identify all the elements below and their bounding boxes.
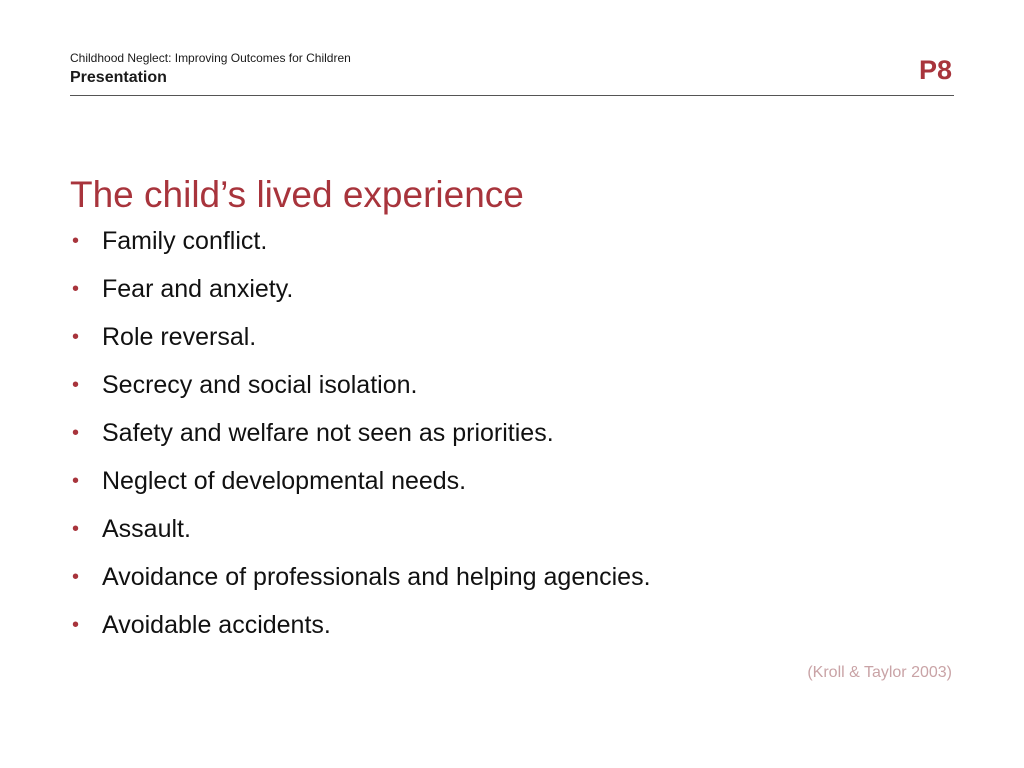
bullet-item bbox=[70, 275, 651, 323]
bullet-list bbox=[70, 227, 651, 659]
page-number: P8 bbox=[918, 55, 952, 85]
bullet-item bbox=[70, 611, 651, 659]
citation: (Kroll & Taylor 2003) bbox=[807, 664, 952, 681]
header-subtitle: Childhood Neglect: Improving Outcomes for Children bbox=[70, 51, 351, 65]
bullet-text: Neglect of developmental needs. bbox=[102, 467, 467, 495]
bullet-dot-icon: • bbox=[72, 518, 80, 540]
bullet-item bbox=[70, 467, 651, 515]
bullet-dot-icon: • bbox=[72, 278, 80, 300]
bullet-item bbox=[70, 515, 651, 563]
bullet-text: Fear and anxiety. bbox=[102, 275, 294, 303]
bullet-item bbox=[70, 227, 651, 275]
bullet-dot-icon: • bbox=[72, 374, 80, 396]
bullet-text: Avoidance of professionals and helping agencies. bbox=[102, 563, 651, 591]
bullet-text: Avoidable accidents. bbox=[102, 611, 331, 639]
bullet-text: Assault. bbox=[102, 515, 191, 543]
bullet-dot-icon: • bbox=[72, 614, 80, 636]
bullet-text: Family conflict. bbox=[102, 227, 268, 255]
bullet-item bbox=[70, 419, 651, 467]
bullet-dot-icon: • bbox=[72, 230, 80, 252]
bullet-item bbox=[70, 371, 651, 419]
bullet-item bbox=[70, 323, 651, 371]
bullet-text: Secrecy and social isolation. bbox=[102, 371, 418, 399]
slide-heading: The child’s lived experience bbox=[70, 174, 524, 215]
header-divider bbox=[70, 95, 954, 96]
bullet-dot-icon: • bbox=[72, 326, 80, 348]
bullet-item bbox=[70, 563, 651, 611]
bullet-dot-icon: • bbox=[72, 422, 80, 444]
bullet-text: Role reversal. bbox=[102, 323, 257, 351]
bullet-text: Safety and welfare not seen as priorities. bbox=[102, 419, 554, 447]
header-title: Presentation bbox=[70, 69, 167, 86]
bullet-dot-icon: • bbox=[72, 470, 80, 492]
bullet-dot-icon: • bbox=[72, 566, 80, 588]
